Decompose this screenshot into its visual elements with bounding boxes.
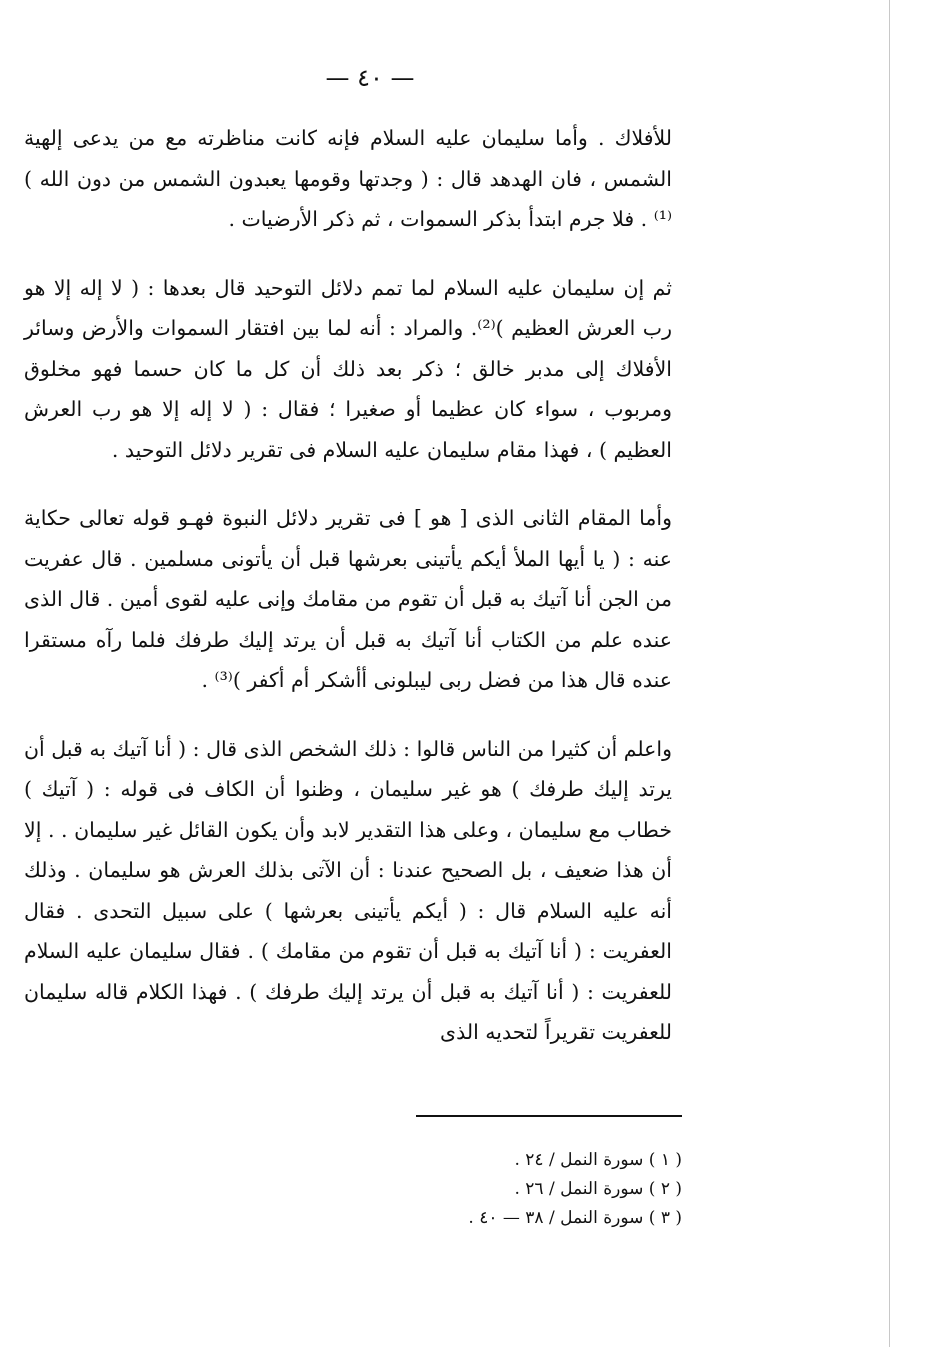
paragraph-1: للأفلاك . وأما سليمان عليه السلام فإنه كانت مناظرته مع من يدعى إلهية الشمس ، فان الهدهد قال : ( وجدتها وقومها يعبدون الشمس من دون الله )⁽¹⁾ . فلا جرم ابتدأ بذكر السموات ، ثم ذكر الأرضيات . [24,126,672,231]
paragraph-4: واعلم أن كثيرا من الناس قالوا : ذلك الشخص الذى قال : ( أنا آتيك به قبل أن يرتد إليك طرفك ) هو غير سليمان ، وظنوا أن الكاف فى قوله : ( آتيك ) خطاب مع سليمان ، وعلى هذا التقدير لابد وأن يكون القائل غير سليمان . . إلا أن هذا ضعيف ، بل الصحيح عندنا : أن الآتى بذلك العرش هو سليمان . وذلك أنه عليه السلام قال : ( أيكم يأتينى بعرشها ) على سبيل التحدى . فقال العفريت : ( أنا آتيك به قبل أن تقوم من مقامك ) . فقال سليمان عليه السلام للعفريت : ( أنا آتيك به قبل أن يرتد إليك طرفك ) . فهذا الكلام قاله سليمان للعفريت تقريراً لتحديه الذى [24,736,672,1044]
footnote-1: ( ١ ) سورة النمل / ٢٤ . [514,1150,682,1170]
page-number: — ٤٠ — [325,64,415,92]
footnote-2: ( ٢ ) سورة النمل / ٢٦ . [514,1179,682,1199]
footnote-divider [416,1115,682,1117]
scan-edge-line [889,0,890,1347]
footnote-3: ( ٣ ) سورة النمل / ٣٨ — ٤٠ . [468,1208,682,1228]
paragraph-2: ثم إن سليمان عليه السلام لما تمم دلائل التوحيد قال بعدها : ( لا إله إلا هو رب العرش العظيم )⁽²⁾. والمراد : أنه لما بين افتقار السموات والأرض وسائر الأفلاك إلى مدبر خالق ؛ ذكر بعد ذلك أن كل ما كان حسما فهو مخلوق ومربوب ، سواء كان عظيما أو صغيرا ؛ فقال : ( لا إله إلا هو رب العرش العظيم ) ، فهذا مقام سليمان عليه السلام فى تقرير دلائل التوحيد . [24,275,672,462]
footnotes [310,1146,682,1233]
paragraph-3: وأما المقام الثانى الذى [ هو ] فى تقرير دلائل النبوة فهـو قوله تعالى حكاية عنه : ( يا أيها الملأ أيكم يأتينى بعرشها قبل أن يأتونى مسلمين . قال عفريت من الجن أنا آتيك به قبل أن تقوم من مقامك وإنى عليه لقوى أمين . قال الذى عنده علم من الكتاب أنا آتيك به قبل أن يرتد إليك طرفك فلما رآه مستقرا عنده قال هذا من فضل ربى ليبلونى أأشكر أم أكفر )⁽³⁾ . [24,506,672,692]
body-text [24,118,672,1053]
